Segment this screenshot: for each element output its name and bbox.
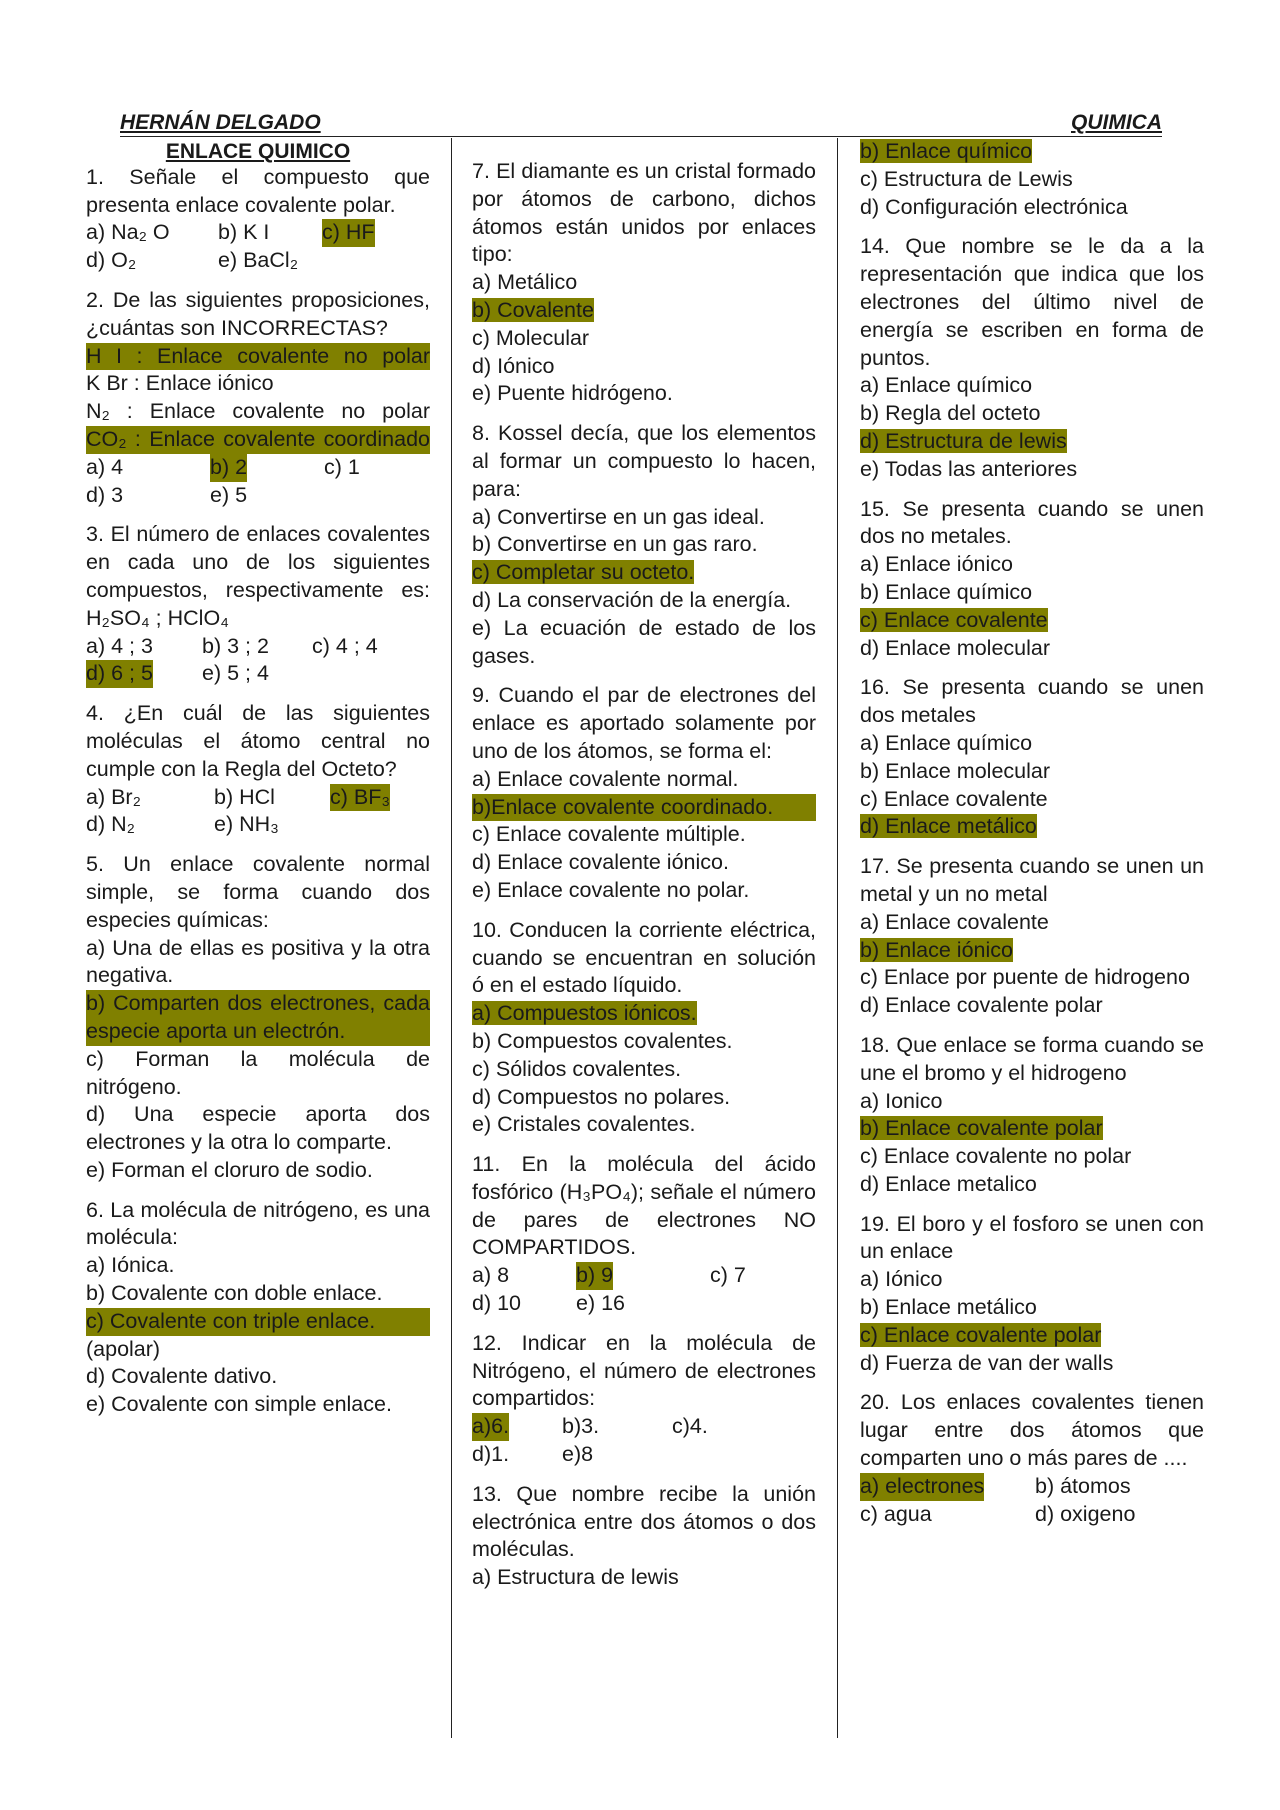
option-d: d) O₂ xyxy=(86,248,137,273)
option-a: a) 4 ; 3 xyxy=(86,633,153,658)
option-b: b) Convertirse en un gas raro. xyxy=(472,532,758,557)
question-18 xyxy=(860,1032,1204,1199)
option-c: c) Enlace covalente múltiple. xyxy=(472,822,746,847)
question-20 xyxy=(860,1389,1204,1528)
question-stem: 18. Que enlace se forma cuando se une el bromo y el hidrogeno xyxy=(860,1032,1204,1085)
question-stem: 9. Cuando el par de electrones del enlace es aportado solamente por uno de los átomos, se forma el: xyxy=(472,683,816,763)
option-d: d) Fuerza de van der walls xyxy=(860,1350,1114,1375)
option-b-answer: b) Comparten dos electrones, cada especie aporta un electrón. xyxy=(86,990,430,1046)
option-a-answer: a) electrones xyxy=(860,1473,984,1501)
column-3 xyxy=(860,138,1204,1540)
question-16 xyxy=(860,674,1204,841)
option-b: b) Regla del octeto xyxy=(860,401,1041,426)
option-b-answer: b)Enlace covalente coordinado. xyxy=(472,794,816,822)
question-1 xyxy=(86,164,430,275)
option-a: a) Convertirse en un gas ideal. xyxy=(472,504,765,529)
option-b-answer: b) Enlace químico xyxy=(860,139,1033,163)
option-a: a) Ionico xyxy=(860,1088,943,1113)
option-c-answer: c) Enlace covalente polar xyxy=(860,1322,1102,1347)
option-a: a) Iónica. xyxy=(86,1253,175,1278)
question-stem: 2. De las siguientes proposiciones, ¿cuántas son INCORRECTAS? xyxy=(86,287,430,340)
question-stem: 12. Indicar en la molécula de Nitrógeno, el número de electrones compartidos: xyxy=(472,1330,816,1411)
option-a: a) Enlace covalente xyxy=(860,909,1049,934)
option-a: a) Una de ellas es positiva y la otra negativa. xyxy=(86,935,430,988)
option-c: c) 4 ; 4 xyxy=(312,633,378,658)
option-e: e) 16 xyxy=(576,1291,626,1316)
option-d: d) Compuestos no polares. xyxy=(472,1084,731,1109)
option-c-note: (apolar) xyxy=(86,1336,161,1361)
author-name: HERNÁN DELGADO xyxy=(120,111,321,134)
option-a: a) Na₂ O xyxy=(86,220,170,245)
option-d: d) Enlace covalente iónico. xyxy=(472,850,729,875)
option-e: e)8 xyxy=(562,1442,594,1467)
option-c: c) Sólidos covalentes. xyxy=(472,1056,682,1081)
option-e: e) 5 ; 4 xyxy=(202,661,269,686)
option-d: d) Enlace covalente polar xyxy=(860,993,1103,1018)
question-5 xyxy=(86,851,430,1185)
question-4 xyxy=(86,700,430,839)
proposition-4: CO₂ : Enlace covalente coordinado xyxy=(86,426,430,454)
question-19 xyxy=(860,1211,1204,1378)
question-7 xyxy=(472,158,816,408)
question-17 xyxy=(860,853,1204,1020)
option-b-answer: b) Enlace iónico xyxy=(860,937,1013,962)
option-c: c) Estructura de Lewis xyxy=(860,166,1073,191)
option-c: c) agua xyxy=(860,1501,932,1526)
option-d-answer: d) Estructura de lewis xyxy=(860,428,1067,453)
option-d: d) Covalente dativo. xyxy=(86,1364,278,1389)
option-e: e) Forman el cloruro de sodio. xyxy=(86,1157,373,1182)
column-divider xyxy=(837,138,838,1738)
page-header xyxy=(120,110,1162,137)
option-d: d) Configuración electrónica xyxy=(860,194,1128,219)
question-stem: 10. Conducen la corriente eléctrica, cuando se encuentran en solución ó en el estado líquido. xyxy=(472,917,816,998)
option-d: d) La conservación de la energía. xyxy=(472,587,792,612)
option-b-answer: b) 9 xyxy=(576,1262,613,1290)
question-13 xyxy=(472,1481,816,1592)
question-stem: 1. Señale el compuesto que presenta enlace covalente polar. xyxy=(86,164,430,217)
option-c: c) Molecular xyxy=(472,325,590,350)
option-e: e) Covalente con simple enlace. xyxy=(86,1392,392,1417)
question-stem: 20. Los enlaces covalentes tienen lugar entre dos átomos que comparten uno o más pares de .... xyxy=(860,1390,1204,1471)
question-stem: 6. La molécula de nitrógeno, es una molécula: xyxy=(86,1197,430,1250)
question-13-continued xyxy=(860,138,1204,221)
option-b: b) Compuestos covalentes. xyxy=(472,1028,733,1053)
proposition-2: K Br : Enlace iónico xyxy=(86,371,274,396)
option-e: e) NH₃ xyxy=(214,812,279,837)
question-stem: 15. Se presenta cuando se unen dos no metales. xyxy=(860,496,1204,549)
proposition-1: H I : Enlace covalente no polar xyxy=(86,343,430,371)
option-e: e) Enlace covalente no polar. xyxy=(472,877,750,902)
option-e: e) Puente hidrógeno. xyxy=(472,381,673,406)
question-stem: 13. Que nombre recibe la unión electrónica entre dos átomos o dos moléculas. xyxy=(472,1481,816,1562)
option-c: c) Enlace por puente de hidrogeno xyxy=(860,965,1190,990)
option-b: b) HCl xyxy=(214,784,275,809)
option-c: c) Enlace covalente xyxy=(860,786,1048,811)
option-e: e) Cristales covalentes. xyxy=(472,1112,696,1137)
option-a: a) Enlace iónico xyxy=(860,552,1013,577)
question-stem: 7. El diamante es un cristal formado por átomos de carbono, dichos átomos están unidos por enlaces tipo: xyxy=(472,159,816,267)
option-d: d) Enlace molecular xyxy=(860,635,1051,660)
option-e: e) La ecuación de estado de los gases. xyxy=(472,615,816,668)
option-a: a) Br₂ xyxy=(86,784,141,809)
option-b: b) Enlace químico xyxy=(860,579,1033,604)
option-b: b) Enlace molecular xyxy=(860,758,1051,783)
option-b: b) átomos xyxy=(1035,1473,1131,1498)
column-1 xyxy=(86,138,430,1431)
question-stem: 4. ¿En cuál de las siguientes moléculas el átomo central no cumple con la Regla del Octeto? xyxy=(86,701,430,781)
option-b: b) Covalente con doble enlace. xyxy=(86,1281,383,1306)
question-12 xyxy=(472,1330,816,1469)
option-a: a) Metálico xyxy=(472,270,578,295)
option-d-answer: d) 6 ; 5 xyxy=(86,660,153,688)
option-d-answer: d) Enlace metálico xyxy=(860,814,1037,839)
option-d: d)1. xyxy=(472,1442,510,1467)
option-b: b) K I xyxy=(218,220,270,245)
question-stem: 11. En la molécula del ácido fosfórico (H₃PO₄); señale el número de pares de electrones NO COMPARTIDOS. xyxy=(472,1152,816,1260)
question-stem: 8. Kossel decía, que los elementos al formar un compuesto lo hacen, para: xyxy=(472,421,816,501)
option-c: c) 1 xyxy=(324,454,360,479)
question-8 xyxy=(472,420,816,670)
option-a: a) Enlace químico xyxy=(860,373,1033,398)
question-stem: 3. El número de enlaces covalentes en cada uno de los siguientes compuestos, respectivamente es: H₂SO₄ ; HClO₄ xyxy=(86,522,430,630)
option-b-answer: b) Covalente xyxy=(472,297,594,322)
question-10 xyxy=(472,917,816,1139)
option-b-answer: b) Enlace covalente polar xyxy=(860,1116,1103,1141)
option-c-answer: c) Completar su octeto. xyxy=(472,560,695,585)
option-b: b) 3 ; 2 xyxy=(202,633,269,658)
option-b: b)3. xyxy=(562,1414,600,1439)
option-e: e) 5 xyxy=(210,482,248,507)
option-c: c) Enlace covalente no polar xyxy=(860,1144,1132,1169)
question-9 xyxy=(472,682,816,904)
option-c: c)4. xyxy=(672,1414,708,1439)
option-d: d) oxigeno xyxy=(1035,1501,1136,1526)
question-11 xyxy=(472,1151,816,1318)
proposition-3: N₂ : Enlace covalente no polar xyxy=(86,399,430,424)
option-d: d) Una especie aporta dos electrones y la otra lo comparte. xyxy=(86,1102,430,1155)
question-2 xyxy=(86,287,430,509)
option-c: c) Forman la molécula de nitrógeno. xyxy=(86,1046,430,1099)
option-a: a) 8 xyxy=(472,1263,510,1288)
option-c-answer: c) Covalente con triple enlace. xyxy=(86,1308,430,1336)
option-a-answer: a)6. xyxy=(472,1413,509,1441)
option-a: a) 4 xyxy=(86,454,124,479)
question-14 xyxy=(860,233,1204,483)
option-e: e) Todas las anteriores xyxy=(860,456,1078,481)
question-3 xyxy=(86,521,430,688)
question-stem: 5. Un enlace covalente normal simple, se forma cuando dos especies químicas: xyxy=(86,852,430,932)
option-a-answer: a) Compuestos iónicos. xyxy=(472,1001,697,1026)
question-stem: 16. Se presenta cuando se unen dos metales xyxy=(860,675,1204,728)
option-c-answer: c) BF₃ xyxy=(330,784,390,812)
option-a: a) Iónico xyxy=(860,1267,943,1292)
option-d: d) N₂ xyxy=(86,812,135,837)
column-divider xyxy=(451,138,452,1738)
option-b-answer: b) 2 xyxy=(210,454,247,482)
option-a: a) Enlace covalente normal. xyxy=(472,766,739,791)
page-title: ENLACE QUIMICO xyxy=(165,140,351,163)
option-c-answer: c) HF xyxy=(322,219,375,247)
option-c: c) 7 xyxy=(710,1263,746,1288)
question-stem: 17. Se presenta cuando se unen un metal y un no metal xyxy=(860,854,1204,906)
option-d: d) Enlace metalico xyxy=(860,1171,1037,1196)
option-a: a) Enlace químico xyxy=(860,730,1033,755)
option-d: d) 3 xyxy=(86,482,124,507)
subject-name: QUIMICA xyxy=(1071,111,1162,134)
option-d: d) Iónico xyxy=(472,353,555,378)
question-stem: 14. Que nombre se le da a la representación que indica que los electrones del último nivel de energía se escriben en forma de puntos. xyxy=(860,234,1204,370)
option-b: b) Enlace metálico xyxy=(860,1295,1037,1320)
option-c-answer: c) Enlace covalente xyxy=(860,607,1048,632)
question-6 xyxy=(86,1197,430,1419)
column-2 xyxy=(472,158,816,1604)
option-a: a) Estructura de lewis xyxy=(472,1565,679,1590)
option-e: e) BaCl₂ xyxy=(218,248,299,273)
question-stem: 19. El boro y el fosforo se unen con un enlace xyxy=(860,1211,1204,1264)
option-d: d) 10 xyxy=(472,1291,522,1316)
question-15 xyxy=(860,496,1204,663)
